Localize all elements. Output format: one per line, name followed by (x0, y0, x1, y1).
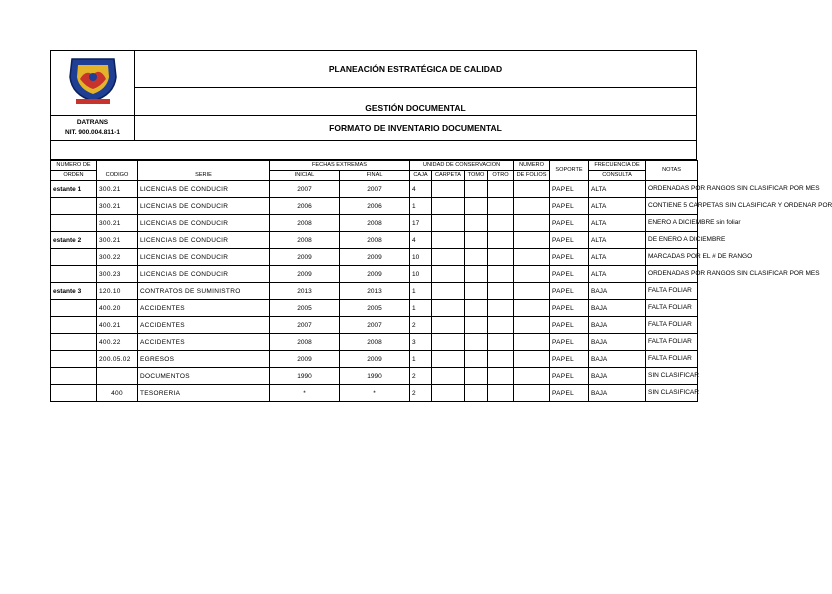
table-row (51, 317, 698, 334)
cell-otro (488, 334, 514, 351)
cell-otro (488, 232, 514, 249)
cell-serie: LICENCIAS DE CONDUCIR (138, 232, 270, 249)
col-soporte: SOPORTE (550, 161, 589, 181)
cell-caja: 4 (410, 232, 432, 249)
cell-caja: 2 (410, 385, 432, 402)
cell-carpeta (432, 351, 465, 368)
table-row (51, 385, 698, 402)
format-title: FORMATO DE INVENTARIO DOCUMENTAL (135, 116, 697, 141)
cell-orden (51, 198, 97, 215)
cell-codigo: 400.21 (97, 317, 138, 334)
cell-final: 2009 (340, 351, 410, 368)
cell-tomo (465, 351, 488, 368)
col-final: FINAL (340, 171, 410, 181)
cell-frecuencia: ALTA (589, 215, 646, 232)
cell-folios (514, 334, 550, 351)
cell-inicial: 1990 (270, 368, 340, 385)
cell-orden (51, 334, 97, 351)
cell-soporte: PAPEL (550, 385, 589, 402)
cell-final: * (340, 385, 410, 402)
cell-notas: MARCADAS POR EL # DE RANGO (646, 249, 698, 266)
cell-final: 2013 (340, 283, 410, 300)
table-row (51, 283, 698, 300)
cell-soporte: PAPEL (550, 368, 589, 385)
cell-final: 2009 (340, 249, 410, 266)
inventory-rows (51, 181, 832, 402)
col-unidad-conservacion: UNIDAD DE CONSERVACION (410, 161, 514, 171)
cell-inicial: * (270, 385, 340, 402)
cell-otro (488, 283, 514, 300)
cell-otro (488, 317, 514, 334)
cell-soporte: PAPEL (550, 198, 589, 215)
cell-notas: ORDENADAS POR RANGOS SIN CLASIFICAR POR MES (646, 266, 698, 283)
cell-notas: DE ENERO A DICIEMBRE (646, 232, 698, 249)
cell-otro (488, 249, 514, 266)
cell-soporte: PAPEL (550, 317, 589, 334)
cell-carpeta (432, 181, 465, 198)
cell-final: 2008 (340, 215, 410, 232)
table-row (51, 232, 698, 249)
cell-tomo (465, 385, 488, 402)
cell-soporte: PAPEL (550, 181, 589, 198)
cell-folios (514, 198, 550, 215)
subtitle: GESTIÓN DOCUMENTAL (135, 87, 697, 115)
cell-frecuencia: ALTA (589, 198, 646, 215)
main-title: PLANEACIÓN ESTRATÉGICA DE CALIDAD (135, 51, 697, 88)
cell-folios (514, 385, 550, 402)
cell-folios (514, 266, 550, 283)
cell-caja: 10 (410, 249, 432, 266)
cell-inicial: 2008 (270, 232, 340, 249)
cell-caja: 10 (410, 266, 432, 283)
cell-orden (51, 385, 97, 402)
col-consulta: CONSULTA (589, 171, 646, 181)
cell-otro (488, 351, 514, 368)
cell-inicial: 2009 (270, 266, 340, 283)
cell-serie: LICENCIAS DE CONDUCIR (138, 266, 270, 283)
cell-final: 2007 (340, 181, 410, 198)
cell-codigo: 400.20 (97, 300, 138, 317)
col-caja: CAJA (410, 171, 432, 181)
cell-inicial: 2006 (270, 198, 340, 215)
cell-carpeta (432, 317, 465, 334)
cell-frecuencia: BAJA (589, 385, 646, 402)
table-row (51, 198, 698, 215)
cell-frecuencia: ALTA (589, 232, 646, 249)
cell-folios (514, 317, 550, 334)
cell-frecuencia: BAJA (589, 351, 646, 368)
col-fechas-extremas: FECHAS EXTREMAS (270, 161, 410, 171)
cell-carpeta (432, 232, 465, 249)
cell-serie: TESORERIA (138, 385, 270, 402)
cell-final: 2007 (340, 317, 410, 334)
datrans-shield-logo-icon (64, 55, 122, 107)
cell-otro (488, 198, 514, 215)
col-tomo: TOMO (465, 171, 488, 181)
col-serie: SERIE (138, 161, 270, 181)
cell-frecuencia: BAJA (589, 368, 646, 385)
cell-codigo: 300.23 (97, 266, 138, 283)
cell-otro (488, 300, 514, 317)
cell-otro (488, 181, 514, 198)
cell-tomo (465, 300, 488, 317)
cell-codigo: 300.21 (97, 198, 138, 215)
cell-notas: CONTIENE 5 CARPETAS SIN CLASIFICAR Y ORDENAR POR (646, 198, 698, 215)
logo-cell (51, 51, 135, 116)
col-numero: NUMERO (514, 161, 550, 171)
table-row (51, 368, 698, 385)
cell-inicial: 2009 (270, 351, 340, 368)
cell-serie: ACCIDENTES (138, 334, 270, 351)
cell-final: 2005 (340, 300, 410, 317)
cell-inicial: 2005 (270, 300, 340, 317)
cell-caja: 1 (410, 283, 432, 300)
cell-caja: 3 (410, 334, 432, 351)
cell-soporte: PAPEL (550, 232, 589, 249)
inventory-table (50, 160, 832, 402)
col-numero-de: NUMERO DE (51, 161, 97, 171)
cell-codigo: 400.22 (97, 334, 138, 351)
cell-soporte: PAPEL (550, 334, 589, 351)
cell-carpeta (432, 385, 465, 402)
cell-carpeta (432, 368, 465, 385)
cell-frecuencia: ALTA (589, 266, 646, 283)
cell-carpeta (432, 283, 465, 300)
cell-caja: 2 (410, 317, 432, 334)
cell-codigo: 120.10 (97, 283, 138, 300)
cell-folios (514, 249, 550, 266)
table-row (51, 300, 698, 317)
company-info (51, 116, 135, 141)
cell-notas: SIN CLASIFICAR (646, 385, 698, 402)
cell-folios (514, 215, 550, 232)
cell-frecuencia: BAJA (589, 283, 646, 300)
cell-notas: ENERO A DICIEMBRE sin foliar (646, 215, 698, 232)
cell-tomo (465, 266, 488, 283)
cell-folios (514, 232, 550, 249)
col-inicial: INICIAL (270, 171, 340, 181)
cell-final: 2006 (340, 198, 410, 215)
cell-notas: FALTA FOLIAR (646, 317, 698, 334)
header-table (50, 50, 697, 160)
spacer-row (51, 141, 697, 160)
company-name: DATRANS (76, 119, 109, 126)
cell-inicial: 2008 (270, 334, 340, 351)
inventory-sheet (50, 50, 832, 402)
cell-caja: 1 (410, 351, 432, 368)
cell-otro (488, 266, 514, 283)
cell-codigo: 300.21 (97, 232, 138, 249)
cell-carpeta (432, 198, 465, 215)
cell-carpeta (432, 249, 465, 266)
cell-serie: ACCIDENTES (138, 317, 270, 334)
cell-orden: estante 1 (51, 181, 97, 198)
cell-tomo (465, 368, 488, 385)
cell-final: 2008 (340, 232, 410, 249)
cell-caja: 1 (410, 198, 432, 215)
cell-orden: estante 3 (51, 283, 97, 300)
cell-tomo (465, 334, 488, 351)
cell-folios (514, 368, 550, 385)
company-nit: NIT. 900.004.811-1 (65, 129, 120, 136)
cell-frecuencia: BAJA (589, 334, 646, 351)
col-notas: NOTAS (646, 161, 698, 181)
cell-codigo: 300.21 (97, 215, 138, 232)
col-codigo: CODIGO (97, 161, 138, 181)
cell-notas: FALTA FOLIAR (646, 300, 698, 317)
cell-folios (514, 283, 550, 300)
table-row (51, 266, 698, 283)
cell-otro (488, 368, 514, 385)
cell-serie: LICENCIAS DE CONDUCIR (138, 198, 270, 215)
table-row (51, 334, 698, 351)
cell-codigo (97, 368, 138, 385)
cell-notas: ORDENADAS POR RANGOS SIN CLASIFICAR POR MES (646, 181, 698, 198)
cell-serie: ACCIDENTES (138, 300, 270, 317)
cell-serie: DOCUMENTOS (138, 368, 270, 385)
cell-serie: LICENCIAS DE CONDUCIR (138, 249, 270, 266)
table-row (51, 249, 698, 266)
cell-frecuencia: BAJA (589, 317, 646, 334)
cell-carpeta (432, 334, 465, 351)
cell-soporte: PAPEL (550, 300, 589, 317)
cell-orden (51, 300, 97, 317)
cell-serie: LICENCIAS DE CONDUCIR (138, 181, 270, 198)
cell-serie: EGRESOS (138, 351, 270, 368)
cell-notas: SIN CLASIFICAR (646, 368, 698, 385)
cell-final: 2009 (340, 266, 410, 283)
table-row (51, 215, 698, 232)
cell-inicial: 2007 (270, 317, 340, 334)
cell-orden: estante 2 (51, 232, 97, 249)
cell-soporte: PAPEL (550, 215, 589, 232)
cell-tomo (465, 181, 488, 198)
cell-tomo (465, 283, 488, 300)
cell-soporte: PAPEL (550, 283, 589, 300)
cell-codigo: 400 (97, 385, 138, 402)
col-carpeta: CARPETA (432, 171, 465, 181)
cell-tomo (465, 317, 488, 334)
cell-final: 2008 (340, 334, 410, 351)
cell-tomo (465, 198, 488, 215)
cell-frecuencia: ALTA (589, 181, 646, 198)
col-de-folios: DE FOLIOS (514, 171, 550, 181)
cell-caja: 17 (410, 215, 432, 232)
cell-carpeta (432, 215, 465, 232)
table-row (51, 351, 698, 368)
cell-folios (514, 351, 550, 368)
cell-orden (51, 215, 97, 232)
cell-final: 1990 (340, 368, 410, 385)
cell-frecuencia: BAJA (589, 300, 646, 317)
cell-serie: CONTRATOS DE SUMINISTRO (138, 283, 270, 300)
col-frecuencia-de: FRECUENCIA DE (589, 161, 646, 171)
cell-inicial: 2009 (270, 249, 340, 266)
cell-orden (51, 351, 97, 368)
cell-folios (514, 181, 550, 198)
cell-carpeta (432, 266, 465, 283)
cell-carpeta (432, 300, 465, 317)
cell-caja: 1 (410, 300, 432, 317)
cell-soporte: PAPEL (550, 351, 589, 368)
cell-notas: FALTA FOLIAR (646, 334, 698, 351)
cell-otro (488, 215, 514, 232)
cell-soporte: PAPEL (550, 249, 589, 266)
cell-notas: FALTA FOLIAR (646, 351, 698, 368)
cell-orden (51, 249, 97, 266)
cell-tomo (465, 232, 488, 249)
cell-codigo: 300.21 (97, 181, 138, 198)
cell-orden (51, 317, 97, 334)
cell-inicial: 2007 (270, 181, 340, 198)
cell-notas: FALTA FOLIAR (646, 283, 698, 300)
cell-caja: 2 (410, 368, 432, 385)
col-otro: OTRO (488, 171, 514, 181)
cell-soporte: PAPEL (550, 266, 589, 283)
cell-codigo: 200.05.02 (97, 351, 138, 368)
cell-caja: 4 (410, 181, 432, 198)
cell-tomo (465, 249, 488, 266)
col-orden: ORDEN (51, 171, 97, 181)
cell-codigo: 300.22 (97, 249, 138, 266)
cell-frecuencia: ALTA (589, 249, 646, 266)
cell-inicial: 2013 (270, 283, 340, 300)
cell-inicial: 2008 (270, 215, 340, 232)
cell-folios (514, 300, 550, 317)
cell-orden (51, 266, 97, 283)
cell-orden (51, 368, 97, 385)
cell-serie: LICENCIAS DE CONDUCIR (138, 215, 270, 232)
cell-otro (488, 385, 514, 402)
table-row (51, 181, 698, 198)
cell-tomo (465, 215, 488, 232)
